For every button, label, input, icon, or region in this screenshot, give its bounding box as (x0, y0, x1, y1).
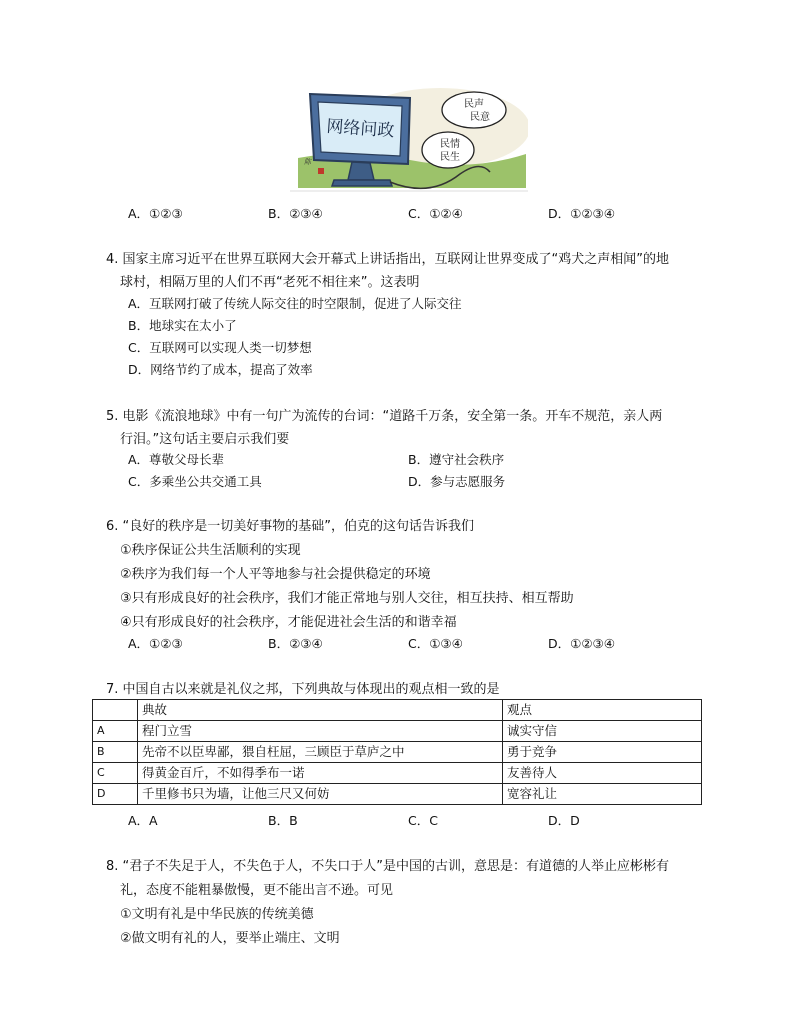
table-row (93, 742, 702, 763)
q6-statement-2: ②秩序为我们每一个人平等地参与社会提供稳定的环境 (120, 567, 431, 582)
q6-option-a: A．①②③ (128, 636, 183, 651)
table-cell-story: 千里修书只为墙，让他三尺又何妨 (138, 784, 503, 805)
table-row (93, 763, 702, 784)
table-cell-label: D (93, 784, 138, 805)
q5-option-b: B．遵守社会秩序 (408, 452, 505, 467)
bubble-top-line2: 民意 (470, 112, 490, 123)
table-cell-story: 得黄金百斤，不如得季布一诺 (138, 763, 503, 784)
table-row (93, 721, 702, 742)
q4-option-b: B．地球实在太小了 (128, 318, 237, 333)
signature: 陈 (304, 158, 311, 166)
q6-statement-1: ①秩序保证公共生活顺利的实现 (120, 543, 301, 558)
q5-option-c: C．多乘坐公共交通工具 (128, 474, 262, 489)
bubble-bottom-line2: 民生 (440, 152, 460, 163)
q5-stem-line1: 5. 电影《流浪地球》中有一句广为流传的台词：“道路千万条，安全第一条。开车不规范，亲人两 (106, 409, 663, 424)
q6-statement-3: ③只有形成良好的社会秩序，我们才能正常地与别人交往，相互扶持、相互帮助 (120, 591, 574, 606)
bubble-top-line1: 民声 (464, 99, 484, 110)
q7-option-d: D．D (548, 813, 580, 828)
q6-option-d: D．①②③④ (548, 636, 615, 651)
table-header-cell (93, 700, 138, 721)
table-header-row (93, 700, 702, 721)
q5-stem-line2: 行泪。”这句话主要启示我们要 (120, 432, 290, 447)
table-cell-view: 宽容礼让 (503, 784, 702, 805)
table-header-cell: 典故 (138, 700, 503, 721)
q7-table (92, 699, 702, 805)
table-cell-view: 勇于竞争 (503, 742, 702, 763)
q6-option-b: B．②③④ (268, 636, 323, 651)
table-header-cell: 观点 (503, 700, 702, 721)
q3-option-d: D．①②③④ (548, 206, 615, 221)
seal-stamp (318, 168, 324, 174)
q4-option-c: C．互联网可以实现人类一切梦想 (128, 340, 312, 355)
table-cell-story: 先帝不以臣卑鄙，猥自枉屈，三顾臣于草庐之中 (138, 742, 503, 763)
cartoon-illustration (290, 88, 528, 192)
q5-option-a: A．尊敬父母长辈 (128, 452, 225, 467)
q4-option-d: D．网络节约了成本，提高了效率 (128, 362, 313, 377)
table-cell-label: A (93, 721, 138, 742)
q7-option-c: C．C (408, 813, 438, 828)
q6-stem: 6. “良好的秩序是一切美好事物的基础”，伯克的这句话告诉我们 (106, 519, 475, 534)
q5-option-d: D．参与志愿服务 (408, 474, 506, 489)
bubble-bottom-line1: 民情 (440, 139, 460, 150)
q8-stem-line2: 礼，态度不能粗暴傲慢，更不能出言不逊。可见 (120, 883, 394, 898)
q8-statement-1: ①文明有礼是中华民族的传统美德 (120, 907, 314, 922)
monitor-text: 网络问政 (325, 116, 395, 142)
q8-statement-2: ②做文明有礼的人，要举止端庄、文明 (120, 931, 340, 946)
q7-option-b: B．B (268, 813, 298, 828)
q7-option-a: A．A (128, 813, 158, 828)
table-cell-story: 程门立雪 (138, 721, 503, 742)
q4-stem-line2: 球村，相隔万里的人们不再“老死不相往来”。这表明 (120, 275, 420, 290)
table-cell-view: 友善待人 (503, 763, 702, 784)
speech-bubble-top (442, 92, 506, 128)
q6-option-c: C．①③④ (408, 636, 463, 651)
q4-stem-line1: 4. 国家主席习近平在世界互联网大会开幕式上讲话指出，互联网让世界变成了“鸡犬之声相闻”的地 (106, 252, 670, 267)
speech-bubble-bottom (422, 132, 474, 168)
table-cell-view: 诚实守信 (503, 721, 702, 742)
q8-stem-line1: 8. “君子不失足于人，不失色于人，不失口于人”是中国的古训，意思是：有道德的人举止应彬彬有 (106, 859, 670, 874)
q3-option-b: B．②③④ (268, 206, 323, 221)
q4-option-a: A．互联网打破了传统人际交往的时空限制，促进了人际交往 (128, 296, 462, 311)
table-row (93, 784, 702, 805)
q3-option-c: C．①②④ (408, 206, 463, 221)
q7-stem: 7. 中国自古以来就是礼仪之邦，下列典故与体现出的观点相一致的是 (106, 682, 500, 697)
table-cell-label: C (93, 763, 138, 784)
q3-option-a: A．①②③ (128, 206, 183, 221)
table-cell-label: B (93, 742, 138, 763)
q6-statement-4: ④只有形成良好的社会秩序，才能促进社会生活的和谐幸福 (120, 615, 457, 630)
